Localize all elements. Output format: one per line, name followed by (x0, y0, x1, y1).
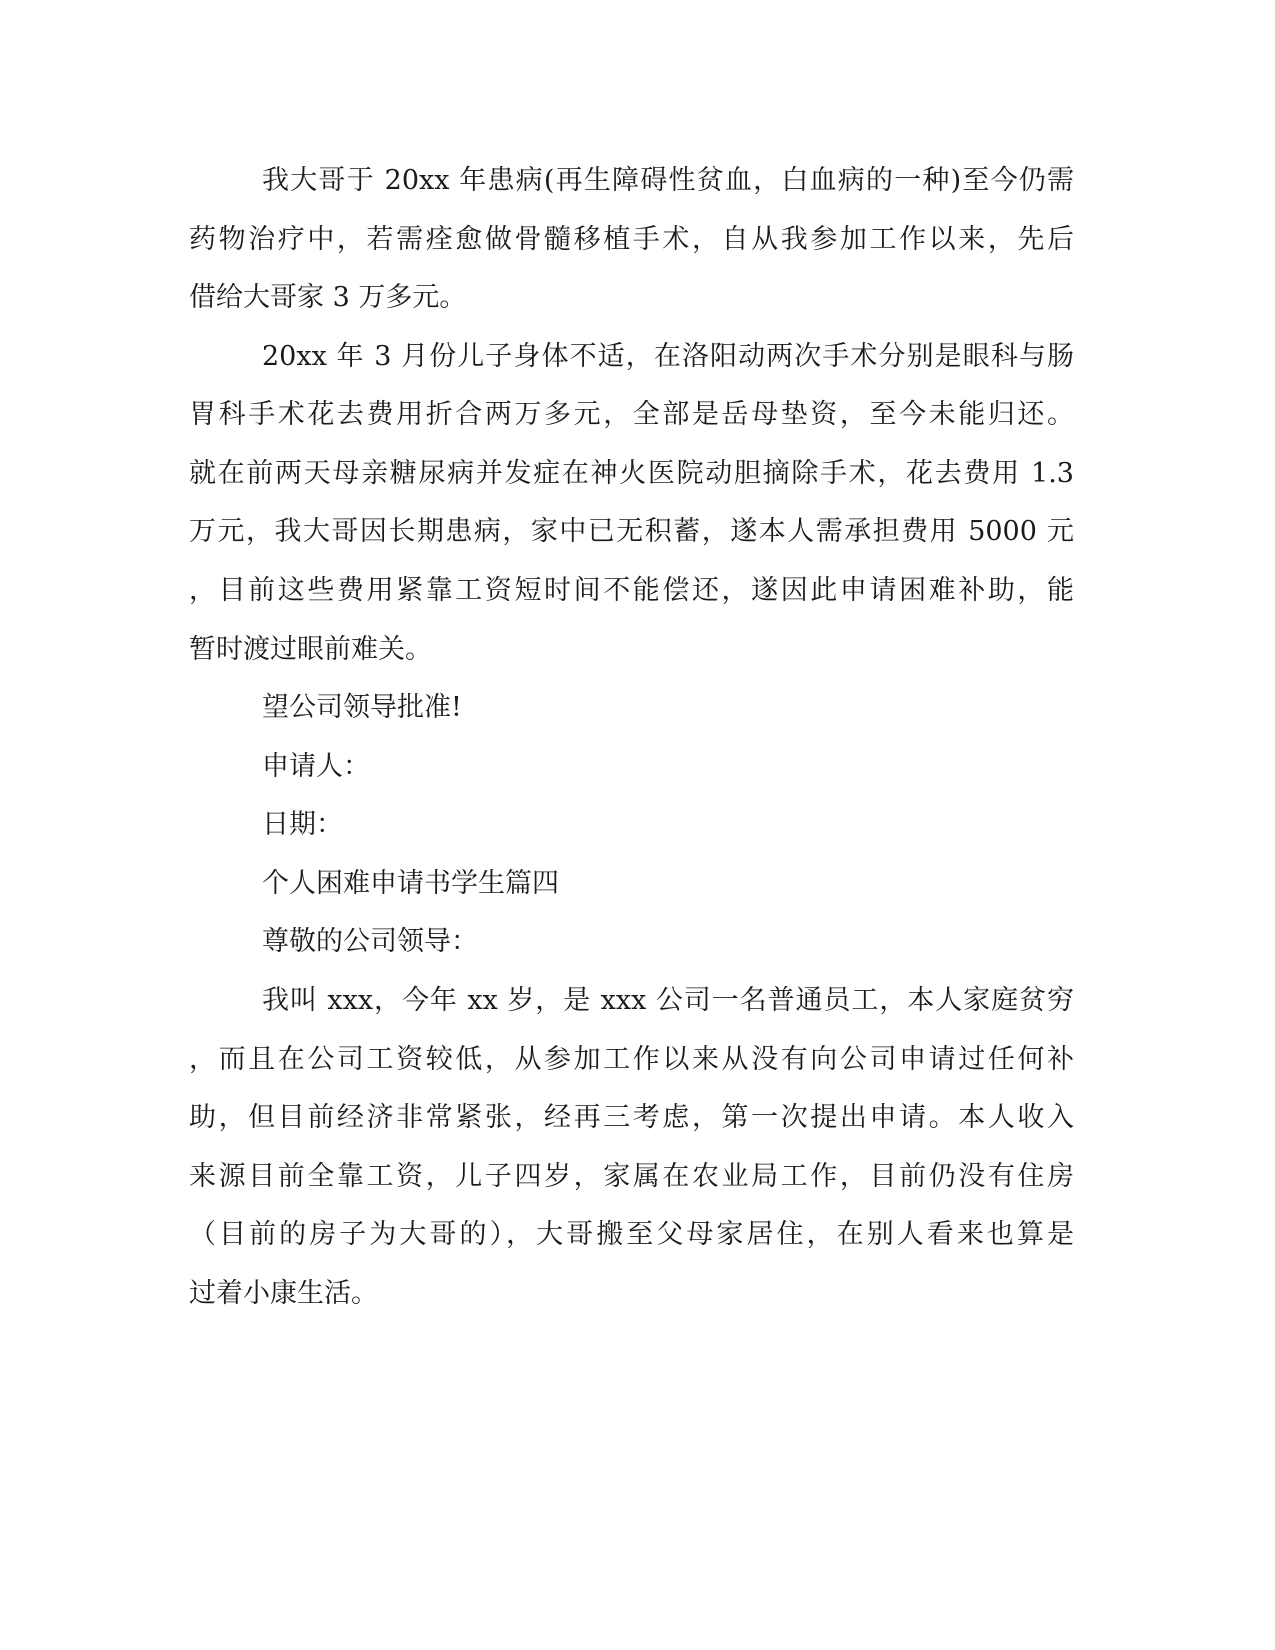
paragraph-8-line-2: ，而且在公司工资较低，从参加工作以来从没有向公司申请过任何补 (189, 1044, 1074, 1075)
paragraph-8-line-3: 助，但目前经济非常紧张，经再三考虑，第一次提出申请。本人收入 (189, 1102, 1074, 1133)
approval-request-line: 望公司领导批准! (262, 692, 462, 723)
paragraph-8-line-6: 过着小康生活。 (189, 1278, 378, 1309)
salutation: 尊敬的公司领导： (262, 926, 478, 957)
date-label: 日期： (262, 809, 343, 840)
applicant-label: 申请人： (262, 751, 370, 782)
paragraph-2-line-1: 20xx 年 3 月份儿子身体不适，在洛阳动两次手术分别是眼科与肠 (262, 341, 1074, 372)
paragraph-1-line-1: 我大哥于 20xx 年患病(再生障碍性贫血，白血病的一种)至今仍需 (262, 165, 1074, 196)
paragraph-1-line-2: 药物治疗中，若需痊愈做骨髓移植手术，自从我参加工作以来，先后 (189, 224, 1074, 255)
paragraph-2-line-5: ，目前这些费用紧靠工资短时间不能偿还，遂因此申请困难补助，能 (189, 575, 1074, 606)
paragraph-2-line-3: 就在前两天母亲糖尿病并发症在神火医院动胆摘除手术，花去费用 1.3 (189, 458, 1074, 489)
paragraph-8-line-1: 我叫 xxx，今年 xx 岁，是 xxx 公司一名普通员工，本人家庭贫穷 (262, 985, 1074, 1016)
paragraph-8-line-5: （目前的房子为大哥的），大哥搬至父母家居住，在别人看来也算是 (189, 1219, 1074, 1250)
paragraph-2-line-6: 暂时渡过眼前难关。 (189, 634, 432, 665)
paragraph-8-line-4: 来源目前全靠工资，儿子四岁，家属在农业局工作，目前仍没有住房 (189, 1161, 1074, 1192)
paragraph-2-line-4: 万元，我大哥因长期患病，家中已无积蓄，遂本人需承担费用 5000 元 (189, 516, 1074, 547)
paragraph-2-line-2: 胃科手术花去费用折合两万多元，全部是岳母垫资，至今未能归还。 (189, 399, 1074, 430)
section-heading: 个人困难申请书学生篇四 (262, 868, 559, 899)
paragraph-1-line-3: 借给大哥家 3 万多元。 (189, 282, 467, 313)
